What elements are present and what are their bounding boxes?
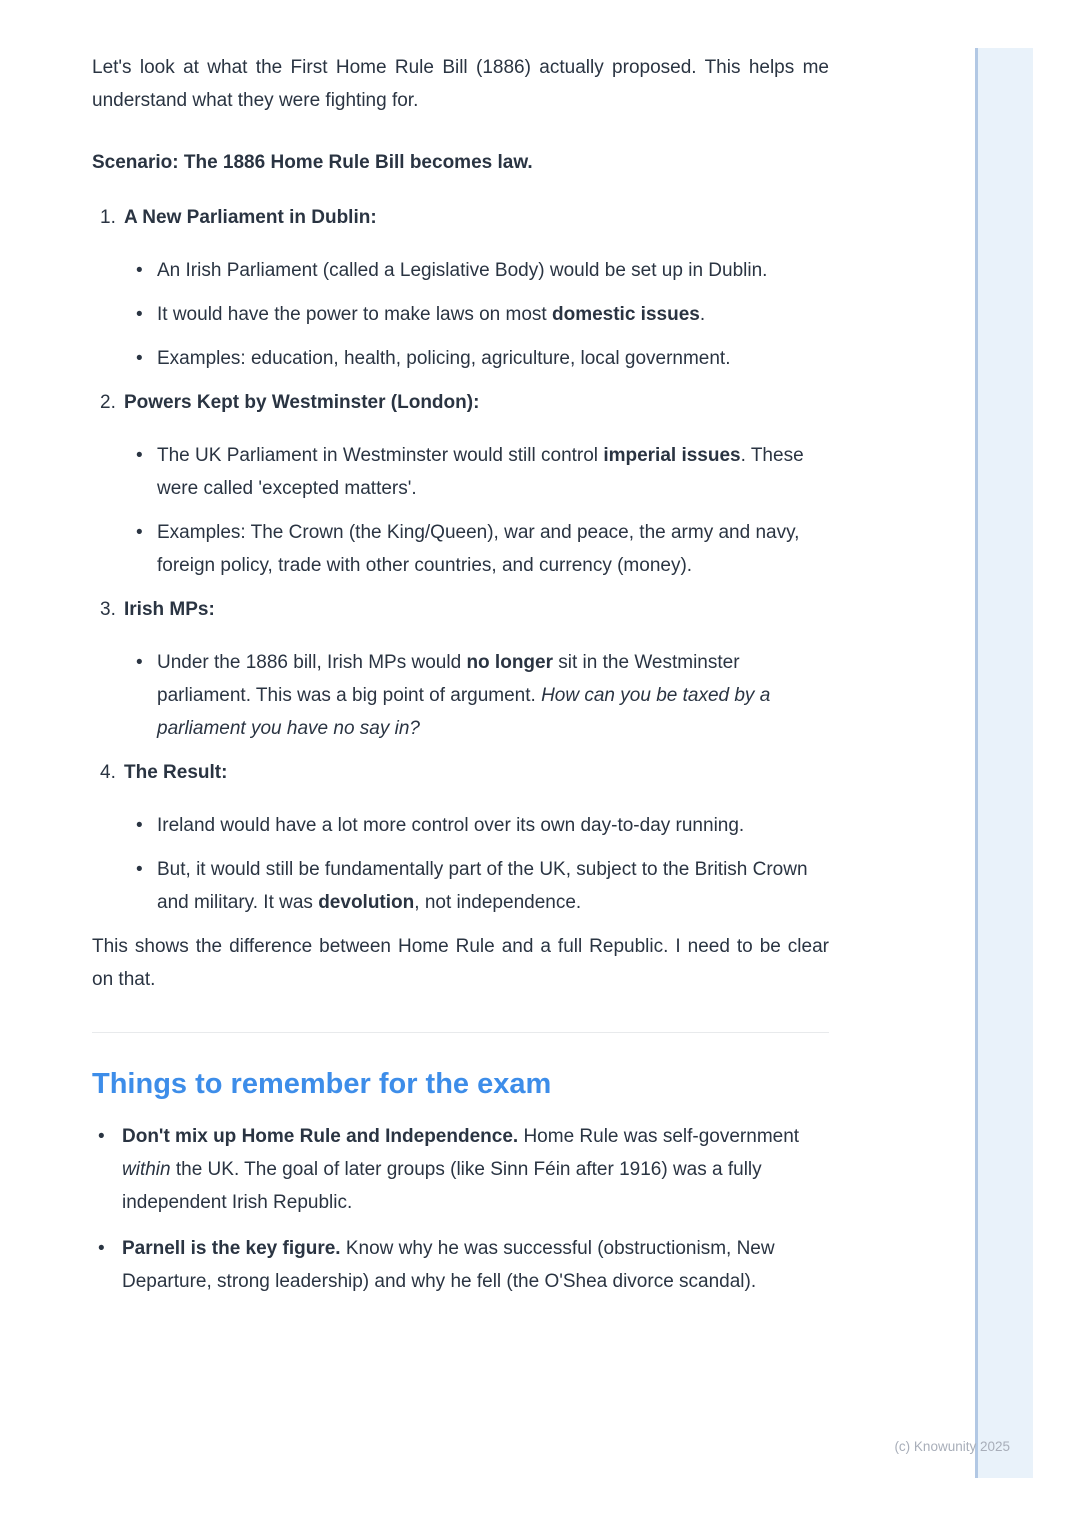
text-run: Examples: The Crown (the King/Queen), war and peace, the army and navy, foreign policy, trade with other countries, and currency (money). (157, 522, 800, 576)
intro-paragraph: Let's look at what the First Home Rule Bill (1886) actually proposed. This helps me understand what they were fighting for. (92, 57, 829, 111)
scenario-item-title (92, 593, 829, 626)
scenario-item-title (92, 201, 829, 234)
list-number: 4. (100, 762, 116, 783)
text-run: . These were called 'excepted matters'. (157, 445, 804, 499)
scenario-item-title-text: A New Parliament in Dublin: (124, 207, 377, 228)
bullet-item (136, 254, 829, 287)
scenario-item-title (92, 386, 829, 419)
bullet-item (136, 516, 829, 582)
scenario-item-title-text: Powers Kept by Westminster (London): (124, 392, 480, 413)
text-run: It would have the power to make laws on most (157, 304, 552, 325)
scenario-sub-bullets (136, 809, 829, 919)
scenario-item-title-text: The Result: (124, 762, 228, 783)
note-content (92, 51, 829, 1311)
scenario-numbered-list (92, 201, 829, 919)
bullet-item (136, 809, 829, 842)
exam-bullet-list (98, 1120, 829, 1298)
text-run: Under the 1886 bill, Irish MPs would (157, 652, 467, 673)
text-run: sit in the Westminster parliament. This was a big point of argument. (157, 652, 740, 706)
scenario-sub-bullets (136, 254, 829, 375)
closing-paragraph: This shows the difference between Home Rule and a full Republic. I need to be clear on that. (92, 936, 829, 990)
bullet-item (136, 646, 829, 745)
text-run: . (699, 304, 706, 325)
text-run: The UK Parliament in Westminster would still control (157, 445, 604, 466)
bold-text: Parnell is the key figure. (122, 1238, 341, 1259)
text-run: Examples: education, health, policing, agriculture, local government. (157, 348, 731, 369)
italic-text: How can you be taxed by a parliament you have no say in? (157, 685, 771, 739)
text-run: , not independence. (414, 892, 582, 913)
bold-text: domestic issues (551, 304, 700, 325)
copyright-watermark: (c) Knowunity 2025 (894, 1439, 1010, 1454)
bold-text: Don't mix up Home Rule and Independence. (122, 1126, 519, 1147)
scenario-item-title (92, 756, 829, 789)
scenario-item (92, 386, 829, 582)
bold-text: devolution (318, 892, 415, 913)
bullet-item (136, 853, 829, 919)
bullet-item (136, 342, 829, 375)
text-run: Ireland would have a lot more control over its own day-to-day running. (157, 815, 745, 836)
scenario-sub-bullets (136, 646, 829, 745)
exam-bullet-item (98, 1120, 829, 1219)
exam-bullet-item (98, 1232, 829, 1298)
scenario-item (92, 201, 829, 375)
italic-text: within (122, 1159, 171, 1180)
bullet-item (136, 439, 829, 505)
exam-section-heading: Things to remember for the exam (92, 1068, 552, 1100)
list-number: 3. (100, 599, 116, 620)
text-run: Know why he was successful (obstructionism, New Departure, strong leadership) and why he fell (the O'Shea divorce scandal). (122, 1238, 775, 1292)
text-run: the UK. The goal of later groups (like Sinn Féin after 1916) was a fully independent Irish Republic. (122, 1159, 762, 1213)
bullet-item (136, 298, 829, 331)
scenario-sub-bullets (136, 439, 829, 582)
bold-text: imperial issues (603, 445, 741, 466)
scenario-heading: Scenario: The 1886 Home Rule Bill becomes law. (92, 152, 533, 173)
text-run: Home Rule was self-government (518, 1126, 800, 1147)
page-edge-strip (975, 48, 1033, 1478)
scenario-item (92, 756, 829, 919)
scenario-item (92, 593, 829, 745)
text-run: But, it would still be fundamentally part of the UK, subject to the British Crown and military. It was (157, 859, 808, 913)
list-number: 2. (100, 392, 116, 413)
scenario-item-title-text: Irish MPs: (124, 599, 215, 620)
bold-text: no longer (466, 652, 553, 673)
text-run: An Irish Parliament (called a Legislative Body) would be set up in Dublin. (157, 260, 768, 281)
list-number: 1. (100, 207, 116, 228)
section-divider (92, 1032, 829, 1033)
